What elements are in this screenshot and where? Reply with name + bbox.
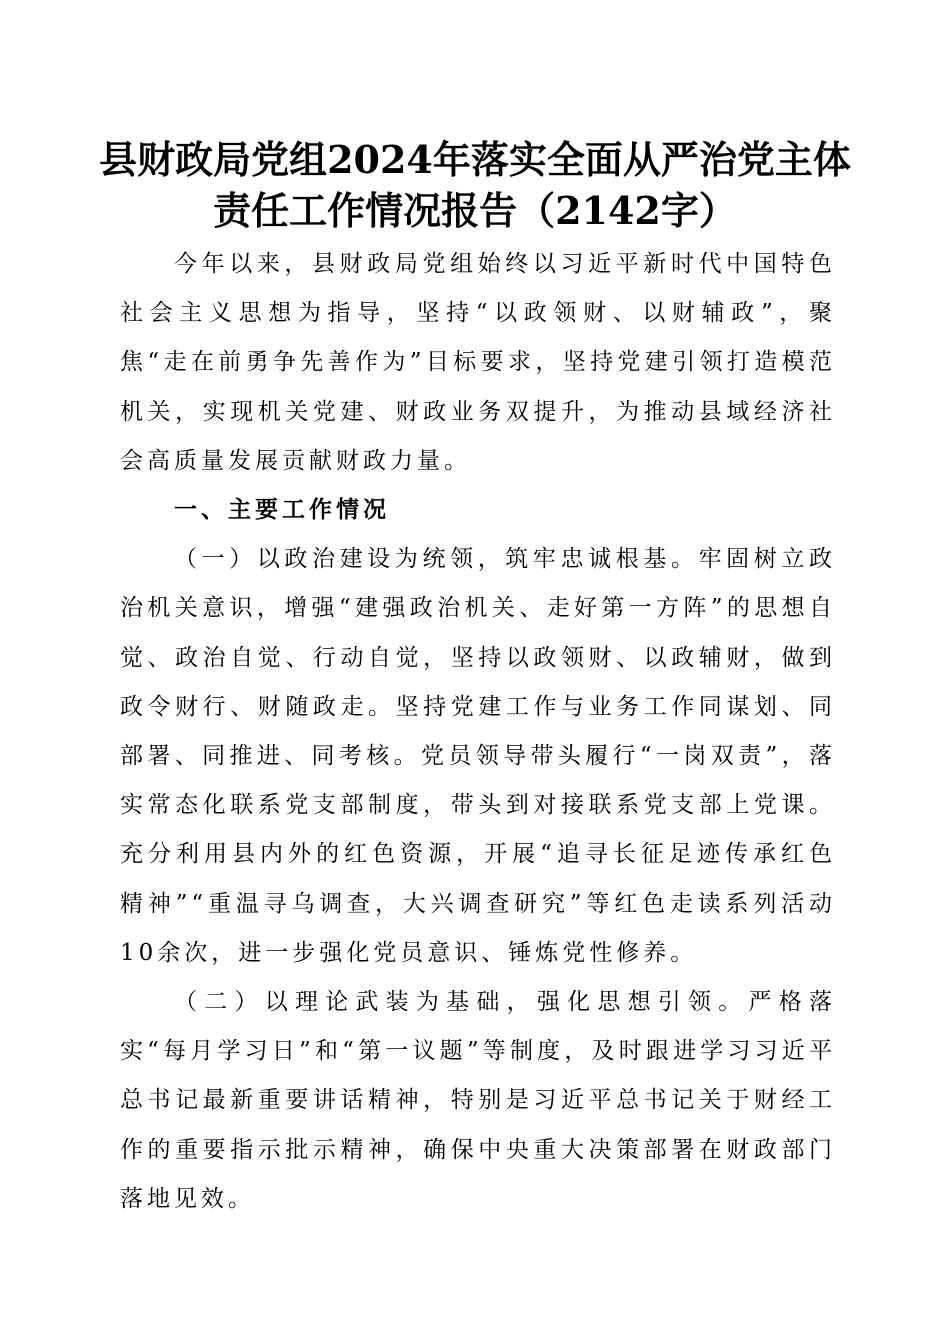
body-paragraph-1: （一）以政治建设为统领，筑牢忠诚根基。牢固树立政治机关意识，增强“建强政治机关、走好第一方阵”的思想自觉、政治自觉、行动自觉，坚持以政领财、以政辅财，做到政令财行、财随政走。坚持党建工作与业务工作同谋划、同部署、同推进、同考核。党员领导带头履行“一岗双责”，落实常态化联系党支部制度，带头到对接联系党支部上党课。充分利用县内外的红色资源，开展“追寻长征足迹传承红色精神”“重温寻乌调查，大兴调查研究”等红色走读系列活动10余次，进一步强化党员意识、锤炼党性修养。 (120, 546, 836, 966)
section-heading: 一、主要工作情况 (174, 497, 390, 524)
document-title-line-1: 县财政局党组2024年落实全面从严治党主体 (99, 137, 851, 182)
document-title-line-2: 责任工作情况报告（2142字） (213, 188, 737, 233)
intro-paragraph: 今年以来，县财政局党组始终以习近平新时代中国特色社会主义思想为指导，坚持“以政领财、以财辅政”，聚焦“走在前勇争先善作为”目标要求，坚持党建引领打造模范机关，实现机关党建、财政业务双提升，为推动县域经济社会高质量发展贡献财政力量。 (120, 251, 836, 474)
document-body (120, 240, 836, 1224)
body-paragraph-2: （二）以理论武装为基础，强化思想引领。严格落实“每月学习日”和“第一议题”等制度，及时跟进学习习近平总书记最新重要讲话精神，特别是习近平总书记关于财经工作的重要指示批示精神，确保中央重大决策部署在财政部门落地见效。 (120, 989, 836, 1212)
